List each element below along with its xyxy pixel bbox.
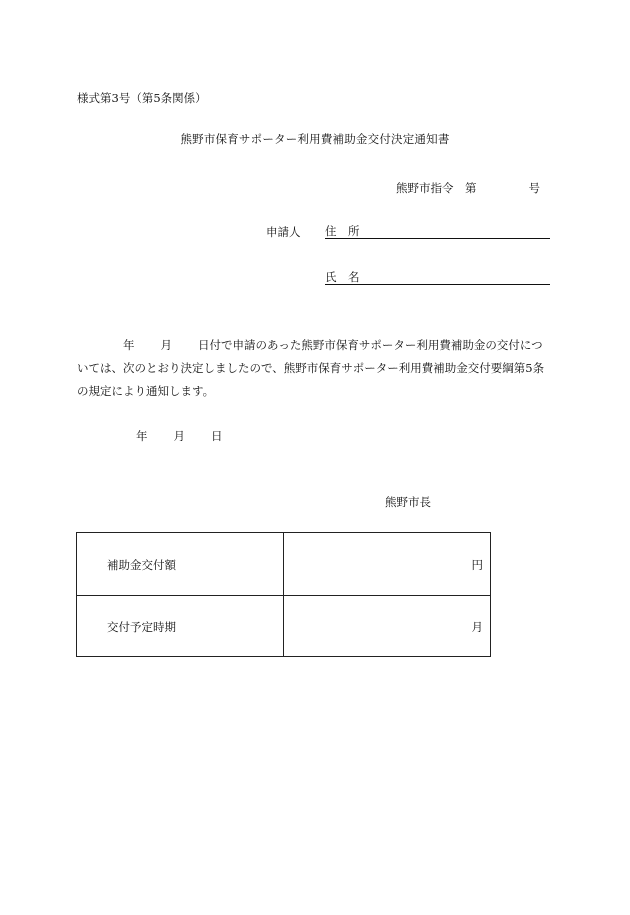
name-label: 氏 名: [325, 270, 360, 284]
body-year: 年: [123, 338, 135, 352]
date-year: 年: [136, 429, 148, 443]
table-cell-value: [284, 533, 490, 595]
grant-amount-unit: 円: [471, 558, 483, 572]
document-title: 熊野市保育サポーター利用費補助金交付決定通知書: [180, 132, 450, 146]
grant-details-table: [76, 532, 491, 657]
schedule-unit: 月: [471, 620, 483, 634]
issue-date: [136, 428, 223, 444]
directive-number: [396, 180, 540, 196]
notification-body: [77, 334, 553, 403]
address-label: 住 所: [325, 224, 360, 238]
issuer-name: 熊野市長: [385, 495, 431, 509]
table-cell-label: [77, 533, 284, 595]
directive-prefix: 熊野市指令 第: [396, 181, 477, 195]
directive-suffix: 号: [528, 181, 540, 195]
table-cell-label: [77, 595, 284, 657]
body-month: 月: [160, 338, 172, 352]
table-cell-value: [284, 595, 490, 657]
table-row: [77, 595, 490, 657]
form-number: 様式第3号（第5条関係）: [77, 91, 207, 105]
address-field: [325, 222, 550, 239]
date-month: 月: [173, 429, 185, 443]
body-text: 日付で申請のあった熊野市保育サポーター利用費補助金の交付については、次のとおり決定しましたので、熊野市保育サポーター利用費補助金交付要綱第5条の規定により通知します。: [77, 338, 545, 398]
applicant-label: 申請人: [266, 225, 301, 239]
grant-amount-label: 補助金交付額: [107, 558, 176, 572]
date-day: 日: [211, 429, 223, 443]
name-field: [325, 268, 550, 285]
schedule-label: 交付予定時期: [107, 620, 176, 634]
table-row: [77, 533, 490, 596]
